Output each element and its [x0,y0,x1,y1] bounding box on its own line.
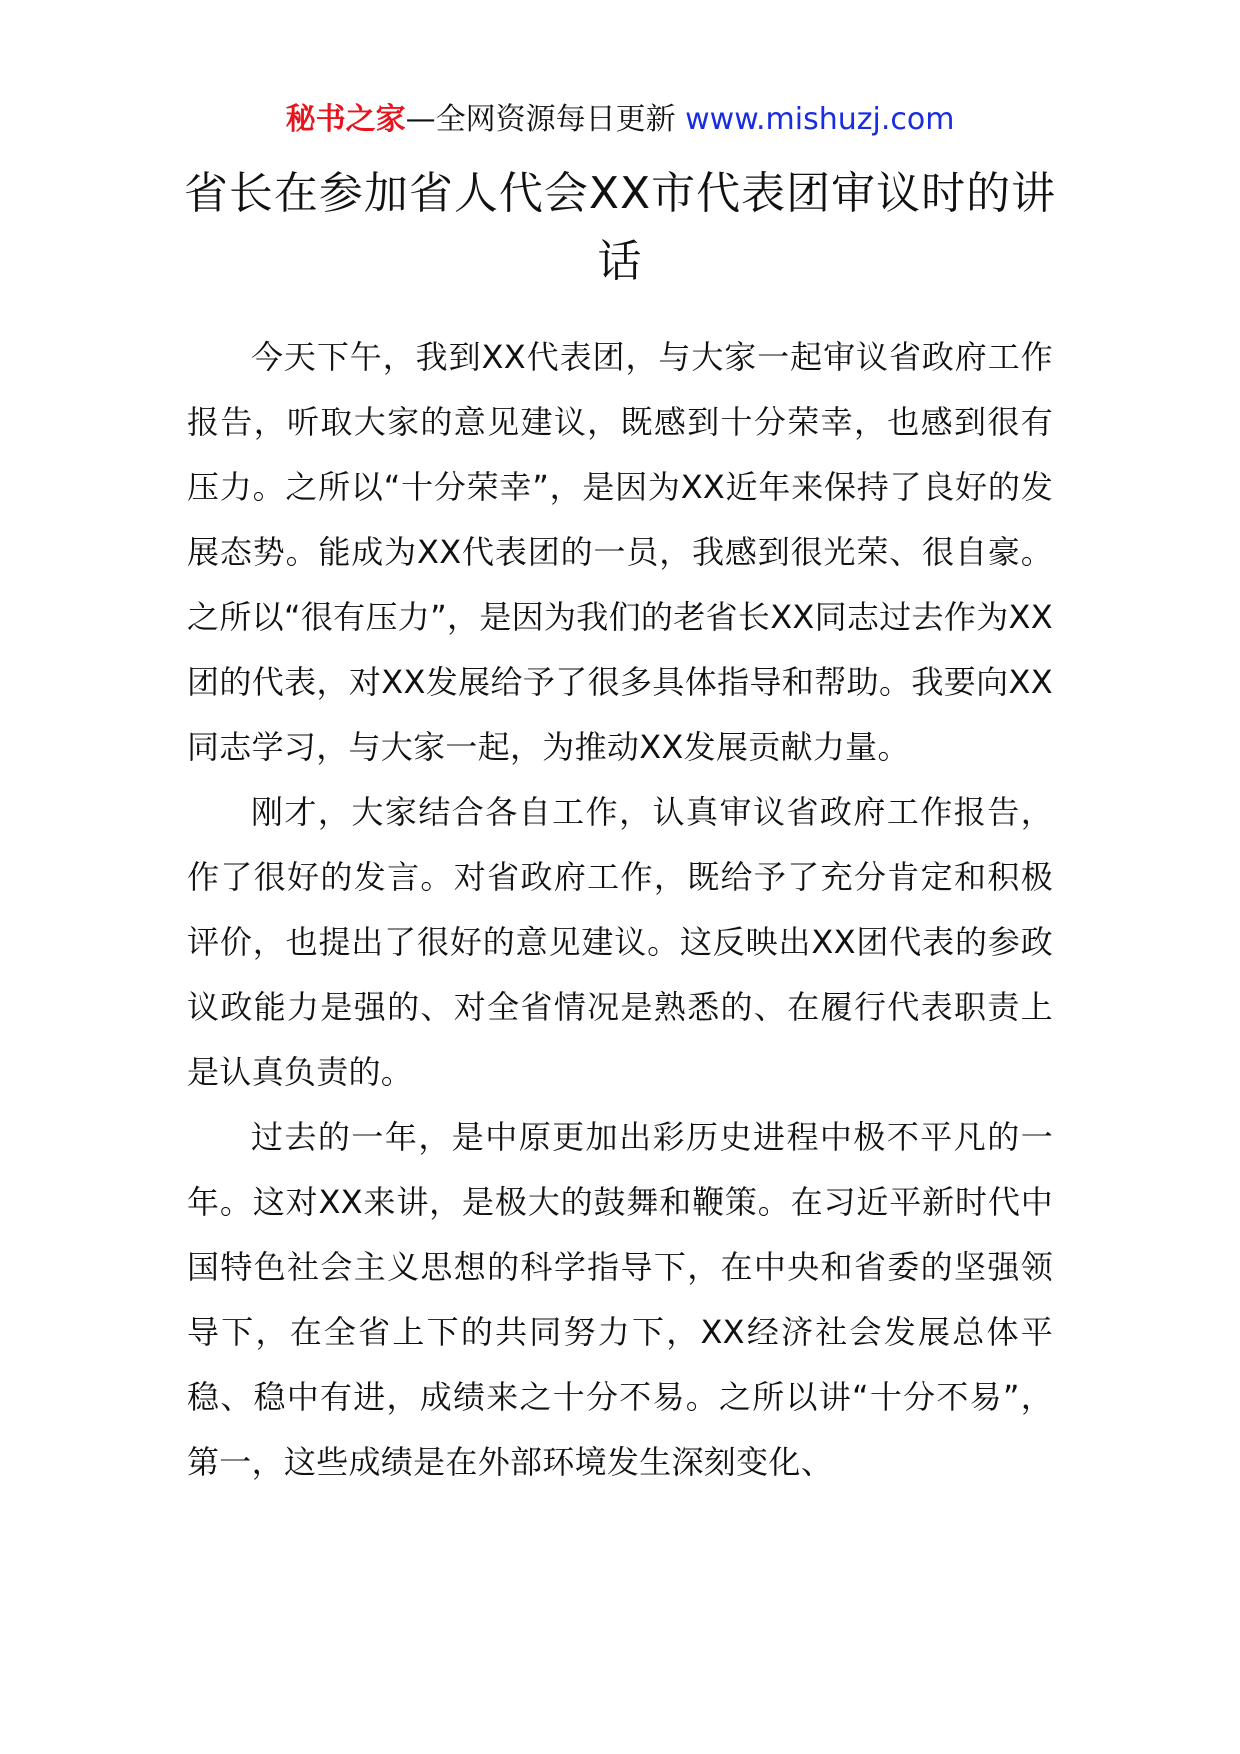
site-url-link[interactable]: www.mishuzj.com [685,102,955,137]
document-body [187,325,1053,1495]
paragraph: 过去的一年，是中原更加出彩历史进程中极不平凡的一年。这对XX来讲，是极大的鼓舞和鞭策。在习近平新时代中国特色社会主义思想的科学指导下，在中央和省委的坚强领导下，在全省上下的共同努力下，XX经济社会发展总体平稳、稳中有进，成绩来之十分不易。之所以讲“十分不易”，第一，这些成绩是在外部环境发生深刻变化、 [187,1118,1053,1481]
site-brand: 秘书之家 [285,102,406,137]
site-header [0,100,1240,140]
document-title: 省长在参加省人代会XX市代表团审议时的讲话 [183,168,1057,287]
site-tagline: —全网资源每日更新 [405,102,686,137]
paragraph: 今天下午，我到XX代表团，与大家一起审议省政府工作报告，听取大家的意见建议，既感到十分荣幸，也感到很有压力。之所以“十分荣幸”，是因为XX近年来保持了良好的发展态势。能成为XX代表团的一员，我感到很光荣、很自豪。之所以“很有压力”，是因为我们的老省长XX同志过去作为XX团的代表，对XX发展给予了很多具体指导和帮助。我要向XX同志学习，与大家一起，为推动XX发展贡献力量。 [187,338,1053,766]
paragraph: 刚才，大家结合各自工作，认真审议省政府工作报告，作了很好的发言。对省政府工作，既给予了充分肯定和积极评价，也提出了很好的意见建议。这反映出XX团代表的参政议政能力是强的、对全省情况是熟悉的、在履行代表职责上是认真负责的。 [187,793,1053,1091]
